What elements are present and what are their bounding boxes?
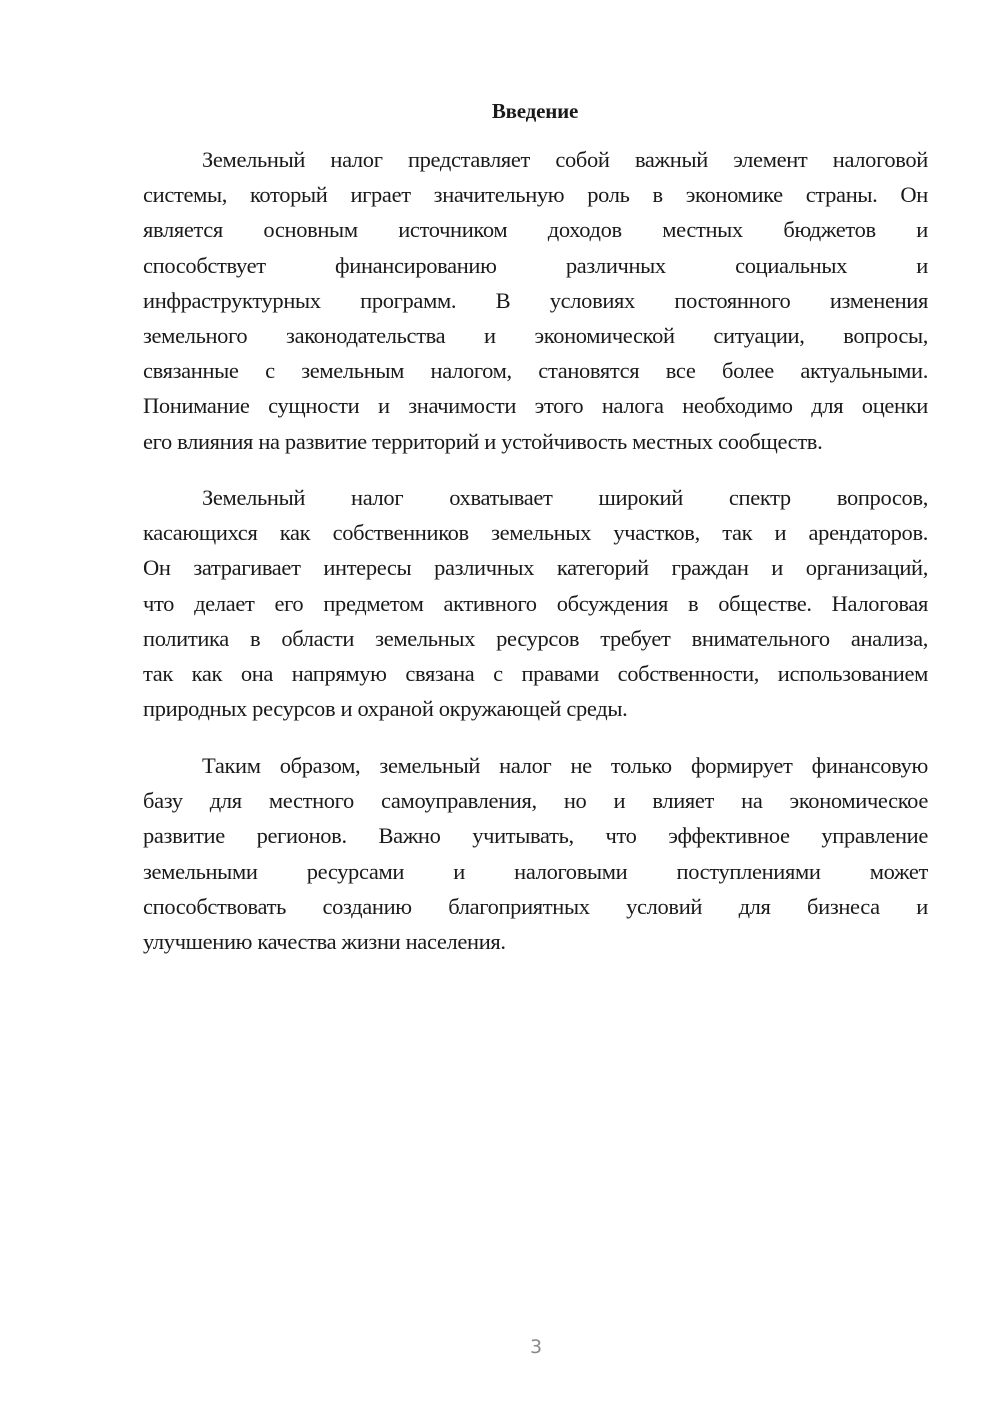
text-line: Таким образом, земельный налог не только формирует финансовую [202, 753, 928, 778]
text-line: его влияния на развитие территорий и устойчивость местных сообществ. [143, 428, 823, 454]
text-line: способствует финансированию различных социальных и [143, 252, 928, 278]
text-line: земельного законодательства и экономической ситуации, вопросы, [143, 322, 928, 348]
text-line: способствовать созданию благоприятных условий для бизнеса и [143, 893, 928, 919]
text-line: природных ресурсов и охраной окружающей среды. [143, 696, 628, 722]
text-line: Земельный налог охватывает широкий спектр вопросов, [202, 485, 928, 510]
section-title: Введение [491, 99, 579, 123]
text-line: развитие регионов. Важно учитывать, что эффективное управление [143, 823, 928, 849]
text-line: Он затрагивает интересы различных категорий граждан и организаций, [143, 555, 928, 581]
text-line: связанные с земельным налогом, становятся все более актуальными. [143, 358, 928, 384]
text-line: инфраструктурных программ. В условиях постоянного изменения [143, 287, 928, 313]
page-number: 3 [529, 1336, 543, 1358]
paragraph-3 [143, 748, 928, 959]
text-line: Земельный налог представляет собой важный элемент налоговой [202, 147, 928, 172]
text-line: политика в области земельных ресурсов требует внимательного анализа, [143, 625, 928, 651]
text-line: базу для местного самоуправления, но и влияет на экономическое [143, 788, 928, 814]
paragraph-2 [143, 480, 928, 726]
text-line: так как она напрямую связана с правами собственности, использованием [143, 660, 928, 686]
text-line: Понимание сущности и значимости этого налога необходимо для оценки [143, 393, 928, 419]
text-line: земельными ресурсами и налоговыми поступлениями может [143, 858, 928, 884]
text-line: касающихся как собственников земельных участков, так и арендаторов. [143, 520, 928, 546]
paragraph-1 [143, 142, 928, 459]
text-line: улучшению качества жизни населения. [143, 928, 506, 954]
text-line: системы, который играет значительную роль в экономике страны. Он [143, 182, 928, 208]
text-line: является основным источником доходов местных бюджетов и [143, 217, 928, 243]
text-line: что делает его предметом активного обсуждения в обществе. Налоговая [143, 590, 928, 616]
